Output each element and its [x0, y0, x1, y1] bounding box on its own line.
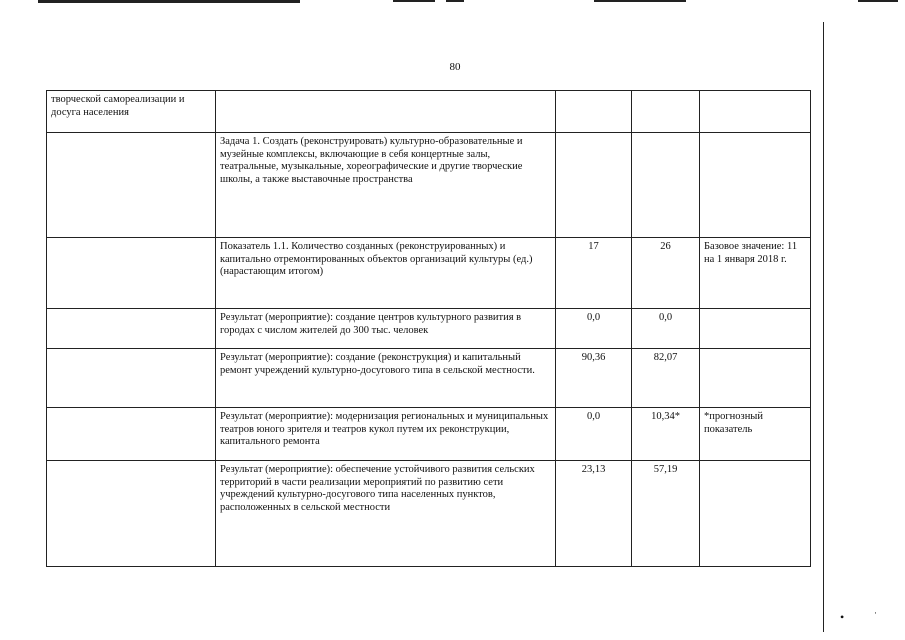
description-cell: Результат (мероприятие): создание (реконструкция) и капитальный ремонт учреждений культурно-досугового типа в сельской местности.: [216, 349, 556, 408]
base-value-cell: 23,13: [556, 461, 632, 567]
table-row: [47, 133, 811, 238]
target-value-cell: 0,0: [632, 309, 700, 349]
scan-mark-dot-2: ·: [874, 608, 877, 618]
goal-cell: [47, 133, 216, 238]
base-value-cell: 90,36: [556, 349, 632, 408]
scan-artifact-top-mid-3: [594, 0, 686, 2]
table-row: [47, 91, 811, 133]
description-cell: Результат (мероприятие): создание центров культурного развития в городах с числом жителей до 300 тыс. человек: [216, 309, 556, 349]
page-number: 80: [449, 61, 461, 73]
scan-artifact-top-mid-1: [393, 0, 435, 2]
scan-mark-dot-1: •: [840, 610, 845, 624]
table-row: [47, 238, 811, 309]
goal-cell: [47, 309, 216, 349]
goal-cell: [47, 349, 216, 408]
note-cell: *прогнозный показатель: [700, 408, 811, 461]
note-cell: [700, 309, 811, 349]
table-row: [47, 461, 811, 567]
goal-cell: [47, 238, 216, 309]
description-cell: [216, 91, 556, 133]
base-value-cell: 0,0: [556, 309, 632, 349]
goal-cell: [47, 408, 216, 461]
base-value-cell: [556, 91, 632, 133]
description-cell: Показатель 1.1. Количество созданных (реконструированных) и капитально отремонтированных объектов организаций культуры (ед.) (нарастающим итогом): [216, 238, 556, 309]
table-row: [47, 408, 811, 461]
description-cell: Результат (мероприятие): обеспечение устойчивого развития сельских территорий в части реализации мероприятий по развитию сети учреждений культурно-досугового типа населенных пунктов, расположенных в сельской местности: [216, 461, 556, 567]
scan-artifact-top-right: [858, 0, 898, 2]
program-table: [46, 90, 811, 567]
goal-cell: творческой самореализации и досуга населения: [47, 91, 216, 133]
target-value-cell: [632, 91, 700, 133]
scan-artifact-right-vertical: [823, 22, 824, 632]
base-value-cell: 0,0: [556, 408, 632, 461]
target-value-cell: 82,07: [632, 349, 700, 408]
description-cell: Результат (мероприятие): модернизация региональных и муниципальных театров юного зрителя и театров кукол путем их реконструкции, капитального ремонта: [216, 408, 556, 461]
table-row: [47, 309, 811, 349]
target-value-cell: [632, 133, 700, 238]
base-value-cell: [556, 133, 632, 238]
description-cell: Задача 1. Создать (реконструировать) культурно-образовательные и музейные комплексы, включающие в себя концертные залы, театральные, музыкальные, хореографические и другие творческие школы, а также выставочные пространства: [216, 133, 556, 238]
note-cell: [700, 91, 811, 133]
scan-artifact-top-mid-2: [446, 0, 464, 2]
note-cell: [700, 349, 811, 408]
note-cell: Базовое значение: 11 на 1 января 2018 г.: [700, 238, 811, 309]
target-value-cell: 10,34*: [632, 408, 700, 461]
scan-artifact-top-left: [38, 0, 300, 3]
base-value-cell: 17: [556, 238, 632, 309]
goal-cell: [47, 461, 216, 567]
target-value-cell: 57,19: [632, 461, 700, 567]
target-value-cell: 26: [632, 238, 700, 309]
table-row: [47, 349, 811, 408]
note-cell: [700, 461, 811, 567]
note-cell: [700, 133, 811, 238]
